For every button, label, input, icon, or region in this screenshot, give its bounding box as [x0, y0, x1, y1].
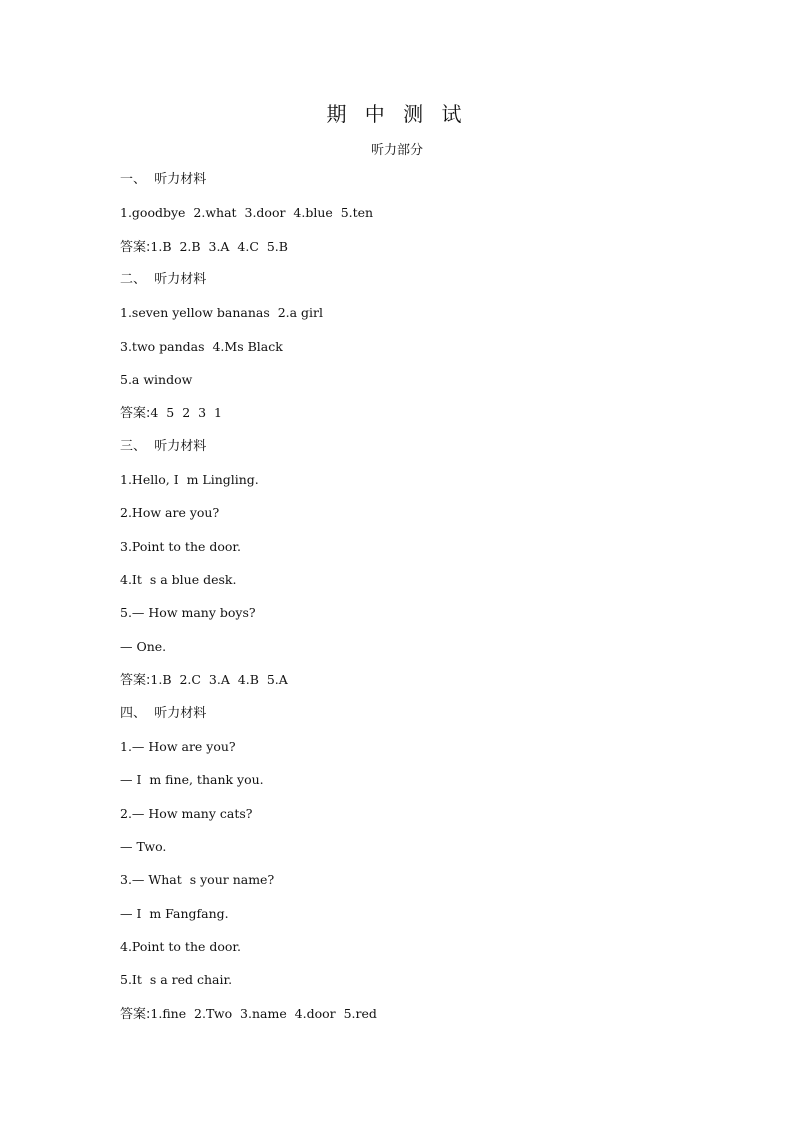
answer-line	[120, 672, 720, 705]
section-heading: 一、 听力材料	[120, 172, 207, 187]
material-line: 1.seven yellow bananas 2.a girl	[120, 305, 324, 321]
material-line: 2.— How many cats?	[120, 805, 253, 821]
page-title: 期 中 测 试	[326, 102, 468, 126]
material-line: 3.two pandas 4.Ms Black	[120, 338, 283, 354]
material-line: 4.It s a blue desk.	[120, 572, 237, 588]
section-heading: 三、 听力材料	[120, 438, 207, 454]
answer-label: 答案:	[120, 406, 151, 422]
material-line: 5.It s a red chair.	[120, 972, 233, 988]
answer-label: 答案:	[120, 1006, 151, 1022]
section-heading: 四、 听力材料	[120, 705, 207, 721]
material-line: — One.	[120, 638, 167, 654]
material-line: 2.How are you?	[120, 505, 220, 521]
material-line: 5.— How many boys?	[120, 605, 256, 621]
material-line: 3.— What s your name?	[120, 872, 275, 888]
answer-text: 1.B 2.B 3.A 4.C 5.B	[150, 238, 288, 254]
answer-line	[120, 239, 720, 272]
material-line: — I m fine, thank you.	[120, 772, 264, 788]
answer-line	[120, 405, 720, 438]
material-line: — Two.	[120, 838, 167, 854]
answer-line	[120, 1006, 720, 1039]
material-line: 5.a window	[120, 372, 193, 388]
answer-text: 1.fine 2.Two 3.name 4.door 5.red	[150, 1005, 377, 1021]
material-line: 4.Point to the door.	[120, 938, 241, 954]
material-line: 1.— How are you?	[120, 738, 236, 754]
answer-label: 答案:	[120, 239, 151, 255]
answer-text: 1.B 2.C 3.A 4.B 5.A	[150, 672, 288, 688]
material-line: — I m Fangfang.	[120, 905, 229, 921]
material-line: 1.Hello, I m Lingling.	[120, 472, 259, 488]
material-line: 1.goodbye 2.what 3.door 4.blue 5.ten	[120, 205, 374, 221]
section-heading: 二、 听力材料	[120, 272, 207, 288]
page-subtitle: 听力部分	[370, 143, 423, 158]
answer-text: 4 5 2 3 1	[150, 405, 222, 421]
material-line: 3.Point to the door.	[120, 538, 241, 554]
listening-content	[120, 172, 720, 1039]
answer-label: 答案:	[120, 673, 151, 689]
